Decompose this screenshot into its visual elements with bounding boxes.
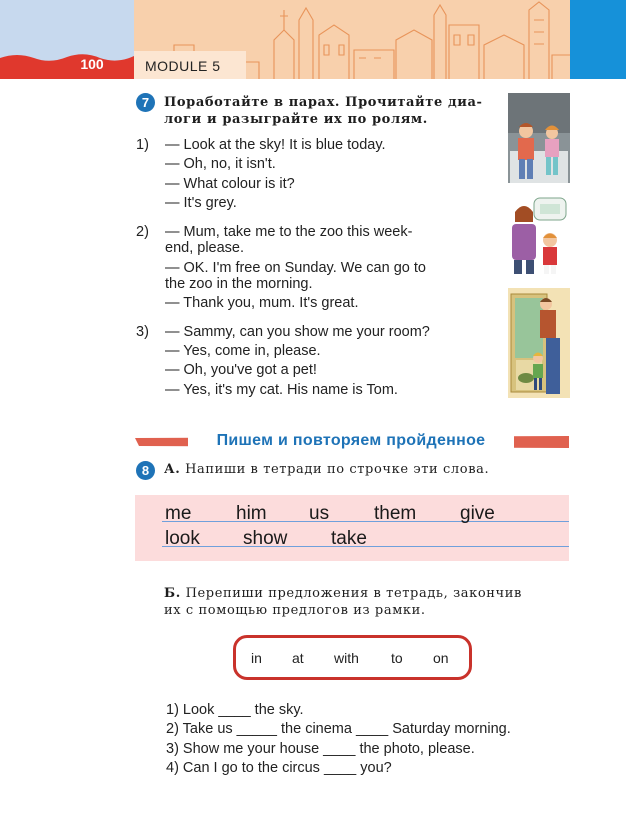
task-8b-instruction-line1 [164, 586, 522, 601]
dialogue-2-line: — Thank you, mum. It's great. [165, 295, 359, 311]
task-8b-text-1: Перепиши предложения в тетрадь, закончив [185, 586, 522, 601]
preposition-on: on [433, 650, 449, 666]
boy-showing-room-illustration [508, 288, 570, 398]
task-8b-instruction-line2: их с помощью предлогов из рамки. [164, 603, 426, 618]
dialogue-2-line: — OK. I'm free on Sunday. We can go to [165, 260, 426, 276]
task-8a-label: А. [164, 462, 181, 477]
mum-and-daughter-illustration [500, 196, 570, 274]
exercise-sentence: 2) Take us _____ the cinema ____ Saturday morning. [166, 721, 511, 737]
copy-word: give [460, 503, 495, 524]
copy-word: take [331, 528, 367, 549]
children-looking-at-sky-illustration [508, 93, 570, 183]
dialogue-1-line: — What colour is it? [165, 176, 295, 192]
ruling-line-1 [162, 521, 569, 522]
dialogue-3-line: — Yes, come in, please. [165, 343, 321, 359]
dialogue-3-line: — Yes, it's my cat. His name is Tom. [165, 382, 398, 398]
copy-word: me [165, 503, 192, 524]
preposition-at: at [292, 650, 304, 666]
header-right-tab [570, 0, 626, 79]
task-7-instruction-text-2: логи и разыграйте их по ролям. [164, 112, 428, 127]
preposition-in: in [251, 650, 262, 666]
copy-word: us [309, 503, 330, 524]
task-7-badge: 7 [136, 93, 155, 112]
task-7-instruction-line1 [164, 95, 482, 110]
preposition-with: with [334, 650, 359, 666]
copy-word: him [236, 503, 267, 524]
exercise-sentence: 1) Look ____ the sky. [166, 702, 304, 718]
section-title: Пишем и повторяем пройденное [188, 432, 514, 450]
task-8a-text: Напиши в тетради по строчке эти слова. [185, 462, 490, 477]
copy-word: show [243, 528, 288, 549]
dialogue-1-line: — Look at the sky! It is blue today. [165, 137, 386, 153]
copy-word: look [165, 528, 200, 549]
module-title: MODULE 5 [145, 58, 221, 74]
task-8a-instruction [164, 462, 489, 477]
dialogue-2-line: the zoo in the morning. [165, 276, 313, 292]
task-7-instruction-text-1: Поработайте в парах. Прочитайте диа- [164, 95, 483, 110]
dialogue-2-line: end, please. [165, 240, 245, 256]
task-8b-label: Б. [164, 586, 181, 601]
exercise-sentence: 4) Can I go to the circus ____ you? [166, 760, 392, 776]
preposition-to: to [391, 650, 403, 666]
dialogue-2-line: — Mum, take me to the zoo this week- [165, 224, 413, 240]
copy-word: them [374, 503, 417, 524]
task-7-instruction-line2 [164, 112, 428, 127]
dialogue-3-line: — Oh, you've got a pet! [165, 362, 317, 378]
task-8-badge: 8 [136, 461, 155, 480]
dialogue-1-line: — It's grey. [165, 195, 237, 211]
dialogue-1-number: 1) [136, 137, 149, 153]
dialogue-3-number: 3) [136, 324, 149, 340]
dialogue-3-line: — Sammy, can you show me your room? [165, 324, 430, 340]
exercise-sentence: 3) Show me your house ____ the photo, please. [166, 741, 475, 757]
dialogue-2-number: 2) [136, 224, 149, 240]
dialogue-1-line: — Oh, no, it isn't. [165, 156, 276, 172]
page-number: 100 [80, 56, 104, 72]
